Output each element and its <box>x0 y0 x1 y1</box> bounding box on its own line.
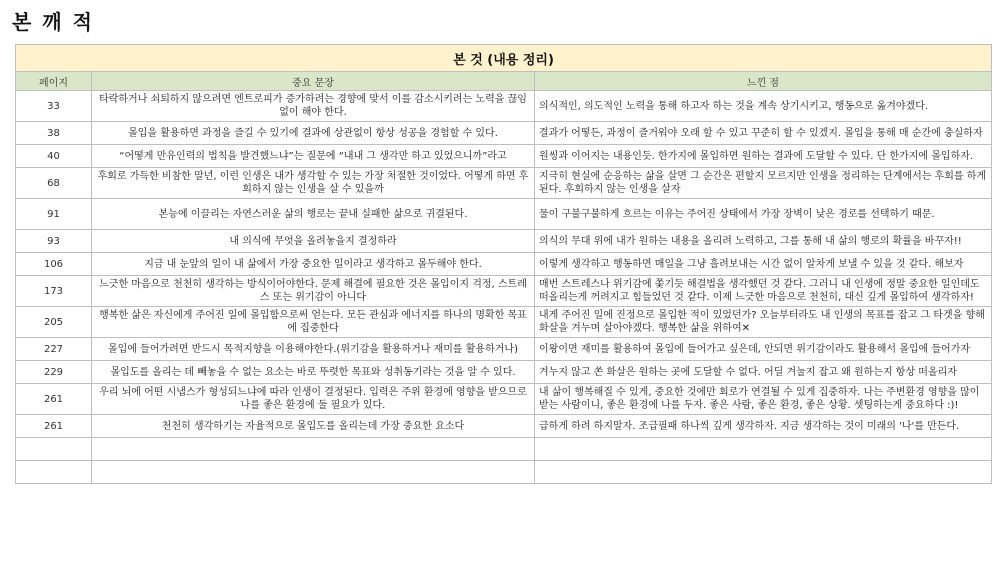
empty-cell <box>535 438 992 461</box>
table-row <box>16 230 992 253</box>
empty-cell <box>16 461 92 484</box>
empty-cell <box>16 438 92 461</box>
row-page: 106 <box>16 253 92 276</box>
row-quote: 몰입도를 올리는 데 빼놓을 수 없는 요소는 바로 뚜렷한 목표와 성취동기라는 것을 알 수 있다. <box>92 361 535 384</box>
table-header-row <box>16 72 992 91</box>
row-page: 33 <box>16 91 92 122</box>
row-quote: 천천히 생각하기는 자율적으로 몰입도를 올리는데 가장 중요한 요소다 <box>92 415 535 438</box>
table-row <box>16 145 992 168</box>
row-quote: 행복한 삶은 자신에게 주어진 일에 몰입함으로써 얻는다. 모든 관심과 에너지를 하나의 명확한 목표에 집중한다 <box>92 307 535 338</box>
page-title: 본 깨 적 <box>12 10 94 34</box>
empty-cell <box>92 438 535 461</box>
row-quote: 몰입을 활용하면 과정을 즐길 수 있기에 결과에 상관없이 항상 성공을 경험할 수 있다. <box>92 122 535 145</box>
row-feeling: 결과가 어떻든, 과정이 즐거워야 오래 할 수 있고 꾸준히 할 수 있겠지. 몰입을 통해 매 순간에 충실하자 <box>535 122 992 145</box>
row-quote: 지금 내 눈앞의 일이 내 삶에서 가장 중요한 일이라고 생각하고 몰두해야 한다. <box>92 253 535 276</box>
row-quote: 몰입에 들어가려면 반드시 목적지향을 이용해야한다.(위기감을 활용하거나 재미를 활용하거나) <box>92 338 535 361</box>
row-page: 40 <box>16 145 92 168</box>
row-feeling: 매번 스트레스나 위기감에 쫓기듯 해결법을 생각했던 것 같다. 그러니 내 인생에 정말 중요한 일인데도 떠올리는게 꺼려지고 힘들었던 것 같다. 이제 느긋한 마음으로 천천히, 대신 깊게 몰입하여 생각하자! <box>535 276 992 307</box>
table-banner: 본 것 (내용 정리) <box>16 45 992 72</box>
empty-cell <box>535 461 992 484</box>
row-page: 205 <box>16 307 92 338</box>
row-page: 227 <box>16 338 92 361</box>
table-row <box>16 276 992 307</box>
empty-table-row <box>16 438 992 461</box>
header-feeling: 느낀 점 <box>535 72 992 91</box>
table-banner-row <box>16 45 992 72</box>
table-row <box>16 338 992 361</box>
table-row <box>16 415 992 438</box>
row-feeling: 원씽과 이어지는 내용인듯. 한가지에 몰입하면 원하는 결과에 도달할 수 있다. 단 한가지에 몰입하자. <box>535 145 992 168</box>
row-page: 93 <box>16 230 92 253</box>
table-row <box>16 168 992 199</box>
header-page: 페이지 <box>16 72 92 91</box>
empty-table-row <box>16 461 992 484</box>
row-quote: “어떻게 만유인력의 법칙을 발견했느냐”는 질문에 “내내 그 생각만 하고 있었으니까”라고 <box>92 145 535 168</box>
row-quote: 타락하거나 쇠퇴하지 않으려면 엔트로피가 증가하려는 경향에 맞서 이를 감소시키려는 노력을 끊임없이 해야 한다. <box>92 91 535 122</box>
row-quote: 본능에 이끌리는 자연스러운 삶의 행로는 끝내 실패한 삶으로 귀결된다. <box>92 199 535 230</box>
row-feeling: 지극히 현실에 순응하는 삶을 살면 그 순간은 편할지 모르지만 인생을 정리하는 단계에서는 후회를 하게 된다. 후회하지 않는 인생을 살자 <box>535 168 992 199</box>
row-quote: 우리 뇌에 어떤 시냅스가 형성되느냐에 따라 인생이 결정된다. 입력은 주위 환경에 영향을 받으므로 나를 좋은 환경에 둘 필요가 있다. <box>92 384 535 415</box>
row-feeling: 내 삶이 행복해질 수 있게, 중요한 것에만 회로가 연결될 수 있게 집중하자. 나는 주변환경 영향을 많이 받는 사람이니, 좋은 환경에 나를 두자. 좋은 사람, 좋은 환경, 좋은 상황. 셋팅하는게 중요하다 :)! <box>535 384 992 415</box>
header-quote: 중요 문장 <box>92 72 535 91</box>
table-row <box>16 91 992 122</box>
row-feeling: 이왕이면 재미를 활용하여 몰입에 들어가고 싶은데, 안되면 위기감이라도 활용해서 몰입에 들어가자 <box>535 338 992 361</box>
row-feeling: 이렇게 생각하고 행동하면 매일을 그냥 흘려보내는 시간 없이 알차게 보낼 수 있을 것 같다. 해보자 <box>535 253 992 276</box>
row-quote: 느긋한 마음으로 천천히 생각하는 방식이어야한다. 문제 해결에 필요한 것은 몰입이지 걱정, 스트레스 또는 위기감이 아니다 <box>92 276 535 307</box>
table-row <box>16 122 992 145</box>
row-feeling: 겨누지 않고 쏜 화살은 원하는 곳에 도달할 수 없다. 어딜 겨눌지 잡고 왜 원하는지 항상 떠올리자 <box>535 361 992 384</box>
table-row <box>16 307 992 338</box>
row-page: 38 <box>16 122 92 145</box>
row-feeling: 의식의 무대 위에 내가 원하는 내용을 올리려 노력하고, 그를 통해 내 삶의 행로의 확률을 바꾸자!! <box>535 230 992 253</box>
empty-cell <box>92 461 535 484</box>
row-page: 173 <box>16 276 92 307</box>
row-page: 261 <box>16 384 92 415</box>
row-feeling: 내게 주어진 일에 진정으로 몰입한 적이 있었던가? 오늘부터라도 내 인생의 목표를 잡고 그 타겟을 향해 화살을 겨누며 살아야겠다. 행복한 삶을 위하여✕ <box>535 307 992 338</box>
row-feeling: 물이 구불구불하게 흐르는 이유는 주어진 상태에서 가장 장벽이 낮은 경로를 선택하기 때문. <box>535 199 992 230</box>
notes-table <box>15 44 992 484</box>
row-page: 261 <box>16 415 92 438</box>
table-row <box>16 253 992 276</box>
table-row <box>16 361 992 384</box>
row-feeling: 의식적인, 의도적인 노력을 통해 하고자 하는 것을 계속 상기시키고, 행동으로 옮겨야겠다. <box>535 91 992 122</box>
table-row <box>16 199 992 230</box>
row-page: 68 <box>16 168 92 199</box>
row-page: 229 <box>16 361 92 384</box>
row-page: 91 <box>16 199 92 230</box>
table-row <box>16 384 992 415</box>
row-feeling: 급하게 하려 하지말자. 조급필패 하나씩 깊게 생각하자. 지금 생각하는 것이 미래의 '나'를 만든다. <box>535 415 992 438</box>
row-quote: 내 의식에 무엇을 올려놓을지 결정하라 <box>92 230 535 253</box>
row-quote: 후회로 가득한 비참한 말년, 이런 인생은 내가 생각할 수 있는 가장 처절한 것이었다. 어떻게 하면 후회하지 않는 인생을 살 수 있을까 <box>92 168 535 199</box>
